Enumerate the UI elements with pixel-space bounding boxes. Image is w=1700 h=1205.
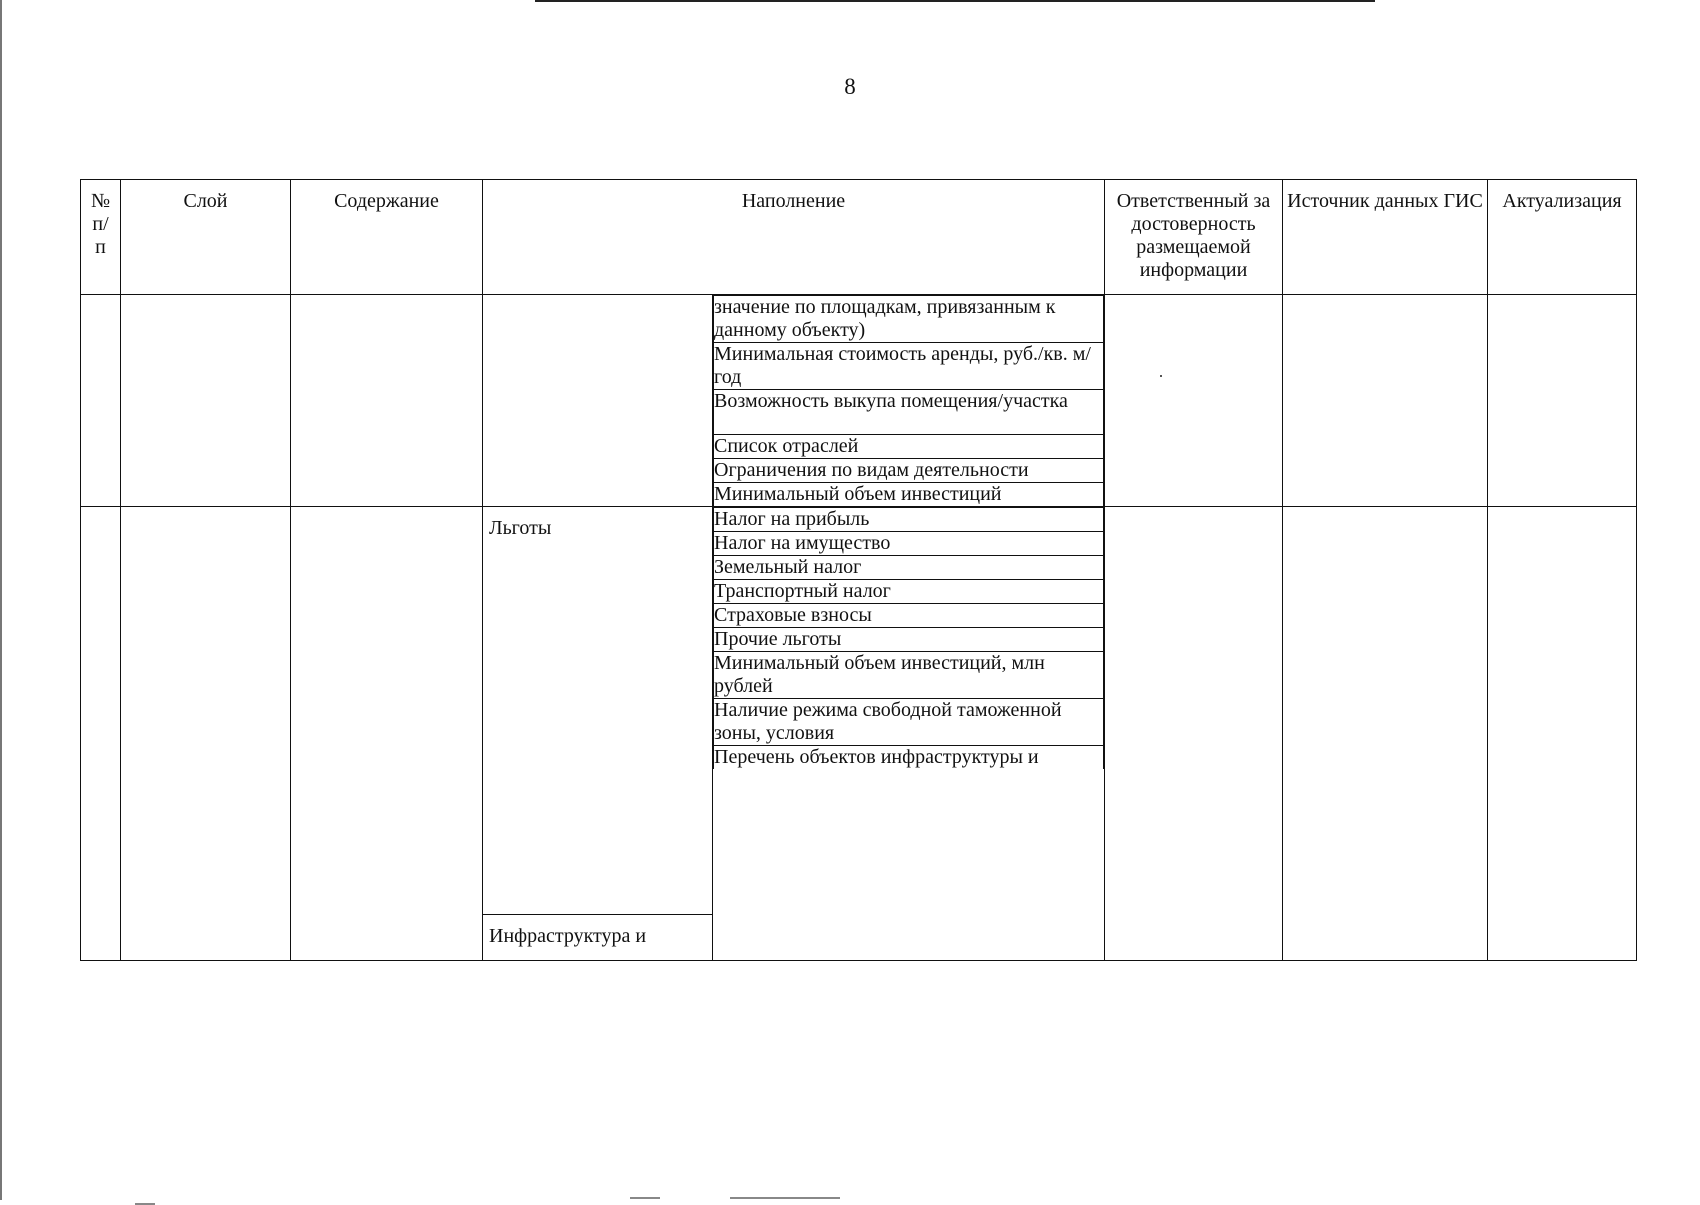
list-item: Прочие льготы	[714, 628, 1104, 652]
responsible-cell	[1105, 295, 1283, 507]
list-item: значение по площадкам, привязанным к данному объекту)	[714, 296, 1104, 343]
actualization-cell	[1488, 295, 1637, 507]
filling-items-cell	[713, 507, 1105, 961]
table-row	[81, 295, 1637, 507]
benefits-list	[713, 507, 1104, 769]
list-item: Минимальная стоимость аренды, руб./кв. м/год	[714, 343, 1104, 390]
source-cell	[1283, 507, 1488, 961]
infrastructure-label: Инфраструктура и	[483, 914, 712, 960]
benefits-label: Льготы	[489, 517, 552, 539]
filling-label-cell	[483, 295, 713, 507]
table-row	[81, 507, 1637, 961]
header-actualization: Актуализация	[1488, 180, 1637, 295]
list-item: Наличие режима свободной таможенной зоны, условия	[714, 699, 1104, 746]
requirements-table	[80, 179, 1637, 961]
source-cell	[1283, 295, 1488, 507]
list-item: Ограничения по видам деятельности	[714, 459, 1104, 483]
list-item: Страховые взносы	[714, 604, 1104, 628]
list-item: Налог на имущество	[714, 532, 1104, 556]
actualization-cell	[1488, 507, 1637, 961]
layer-cell	[121, 295, 291, 507]
list-item: Возможность выкупа помещения/участка	[714, 390, 1104, 435]
list-item: Список отраслей	[714, 435, 1104, 459]
header-layer: Слой	[121, 180, 291, 295]
list-item: Земельный налог	[714, 556, 1104, 580]
number-cell	[81, 295, 121, 507]
scan-speck	[1160, 375, 1162, 377]
list-item: Транспортный налог	[714, 580, 1104, 604]
page-number: 8	[844, 74, 856, 99]
responsible-cell	[1105, 507, 1283, 961]
list-item: Минимальный объем инвестиций, млн рублей	[714, 652, 1104, 699]
list-item: Перечень объектов инфраструктуры и	[714, 746, 1104, 770]
header-row	[81, 180, 1637, 295]
filling-items-cell	[713, 295, 1105, 507]
layer-cell	[121, 507, 291, 961]
list-item: Налог на прибыль	[714, 508, 1104, 532]
scan-left-edge	[0, 0, 2, 1200]
top-rule	[535, 0, 1375, 2]
number-cell	[81, 507, 121, 961]
header-content: Содержание	[291, 180, 483, 295]
filling-label-cell	[483, 507, 713, 961]
header-responsible: Ответственный за достоверность размещаемой информации	[1105, 180, 1283, 295]
header-data-source: Источник данных ГИС	[1283, 180, 1488, 295]
content-cell	[291, 295, 483, 507]
header-filling: Наполнение	[483, 180, 1105, 295]
list-item: Минимальный объем инвестиций	[714, 483, 1104, 507]
content-cell	[291, 507, 483, 961]
filling-list	[713, 295, 1104, 506]
header-number: № п/ п	[81, 180, 121, 295]
